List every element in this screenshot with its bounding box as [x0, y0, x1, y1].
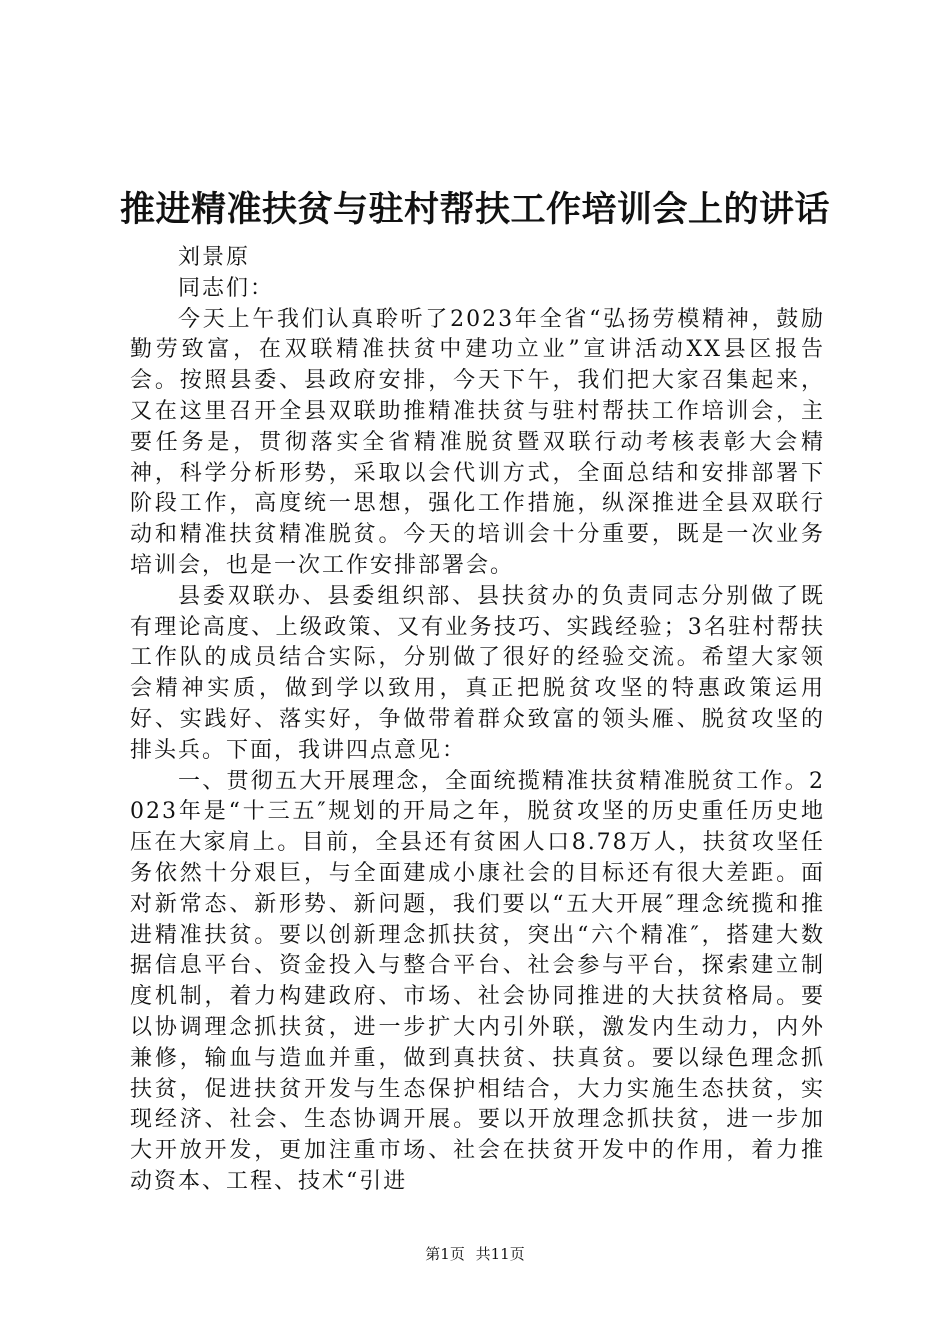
page-footer [0, 1244, 950, 1264]
body-paragraph: 一、贯彻五大开展理念，全面统揽精准扶贫精准脱贫工作。2023年是“十三五″规划的开局之年，脱贫攻坚的历史重任历史地压在大家肩上。目前，全县还有贫困人口8.78万人，扶贫攻坚任务依然十分艰巨，与全面建成小康社会的目标还有很大差距。面对新常态、新形势、新问题，我们要以“五大开展″理念统揽和推进精准扶贫。要以创新理念抓扶贫，突出“六个精准″，搭建大数据信息平台、资金投入与整合平台、社会参与平台，探索建立制度机制，着力构建政府、市场、社会协同推进的大扶贫格局。要以协调理念抓扶贫，进一步扩大内引外联，激发内生动力，内外兼修，输血与造血并重，做到真扶贫、扶真贫。要以绿色理念抓扶贫，促进扶贫开发与生态保护相结合，大力实施生态扶贫，实现经济、社会、生态协调开展。要以开放理念抓扶贫，进一步加大开放开发，更加注重市场、社会在扶贫开发中的作用，着力推动资本、工程、技术“引进 [130, 768, 825, 1194]
document-body [130, 243, 825, 1198]
page-total: 共11页 [475, 1245, 525, 1263]
document-title: 推进精准扶贫与驻村帮扶工作培训会上的讲话 [119, 190, 830, 230]
body-paragraph: 县委双联办、县委组织部、县扶贫办的负责同志分别做了既有理论高度、上级政策、又有业务技巧、实践经验；3名驻村帮扶工作队的成员结合实际，分别做了很好的经验交流。希望大家领会精神实质，做到学以致用，真正把脱贫攻坚的特惠政策运用好、实践好、落实好，争做带着群众致富的领头雁、脱贫攻坚的排头兵。下面，我讲四点意见： [130, 583, 825, 763]
author-line: 刘景原 [178, 245, 251, 270]
page-number: 第1页 [425, 1245, 465, 1263]
salutation-line: 同志们： [178, 275, 275, 301]
body-paragraph: 今天上午我们认真聆听了2023年全省“弘扬劳模精神，鼓励勤劳致富，在双联精准扶贫中建功立业”宣讲活动XX县区报告会。按照县委、县政府安排，今天下午，我们把大家召集起来，又在这里召开全县双联助推精准扶贫与驻村帮扶工作培训会，主要任务是，贯彻落实全省精准脱贫暨双联行动考核表彰大会精神，科学分析形势，采取以会代训方式，全面总结和安排部署下阶段工作，高度统一思想，强化工作措施，纵深推进全县双联行动和精准扶贫精准脱贫。今天的培训会十分重要，既是一次业务培训会，也是一次工作安排部署会。 [130, 306, 825, 578]
